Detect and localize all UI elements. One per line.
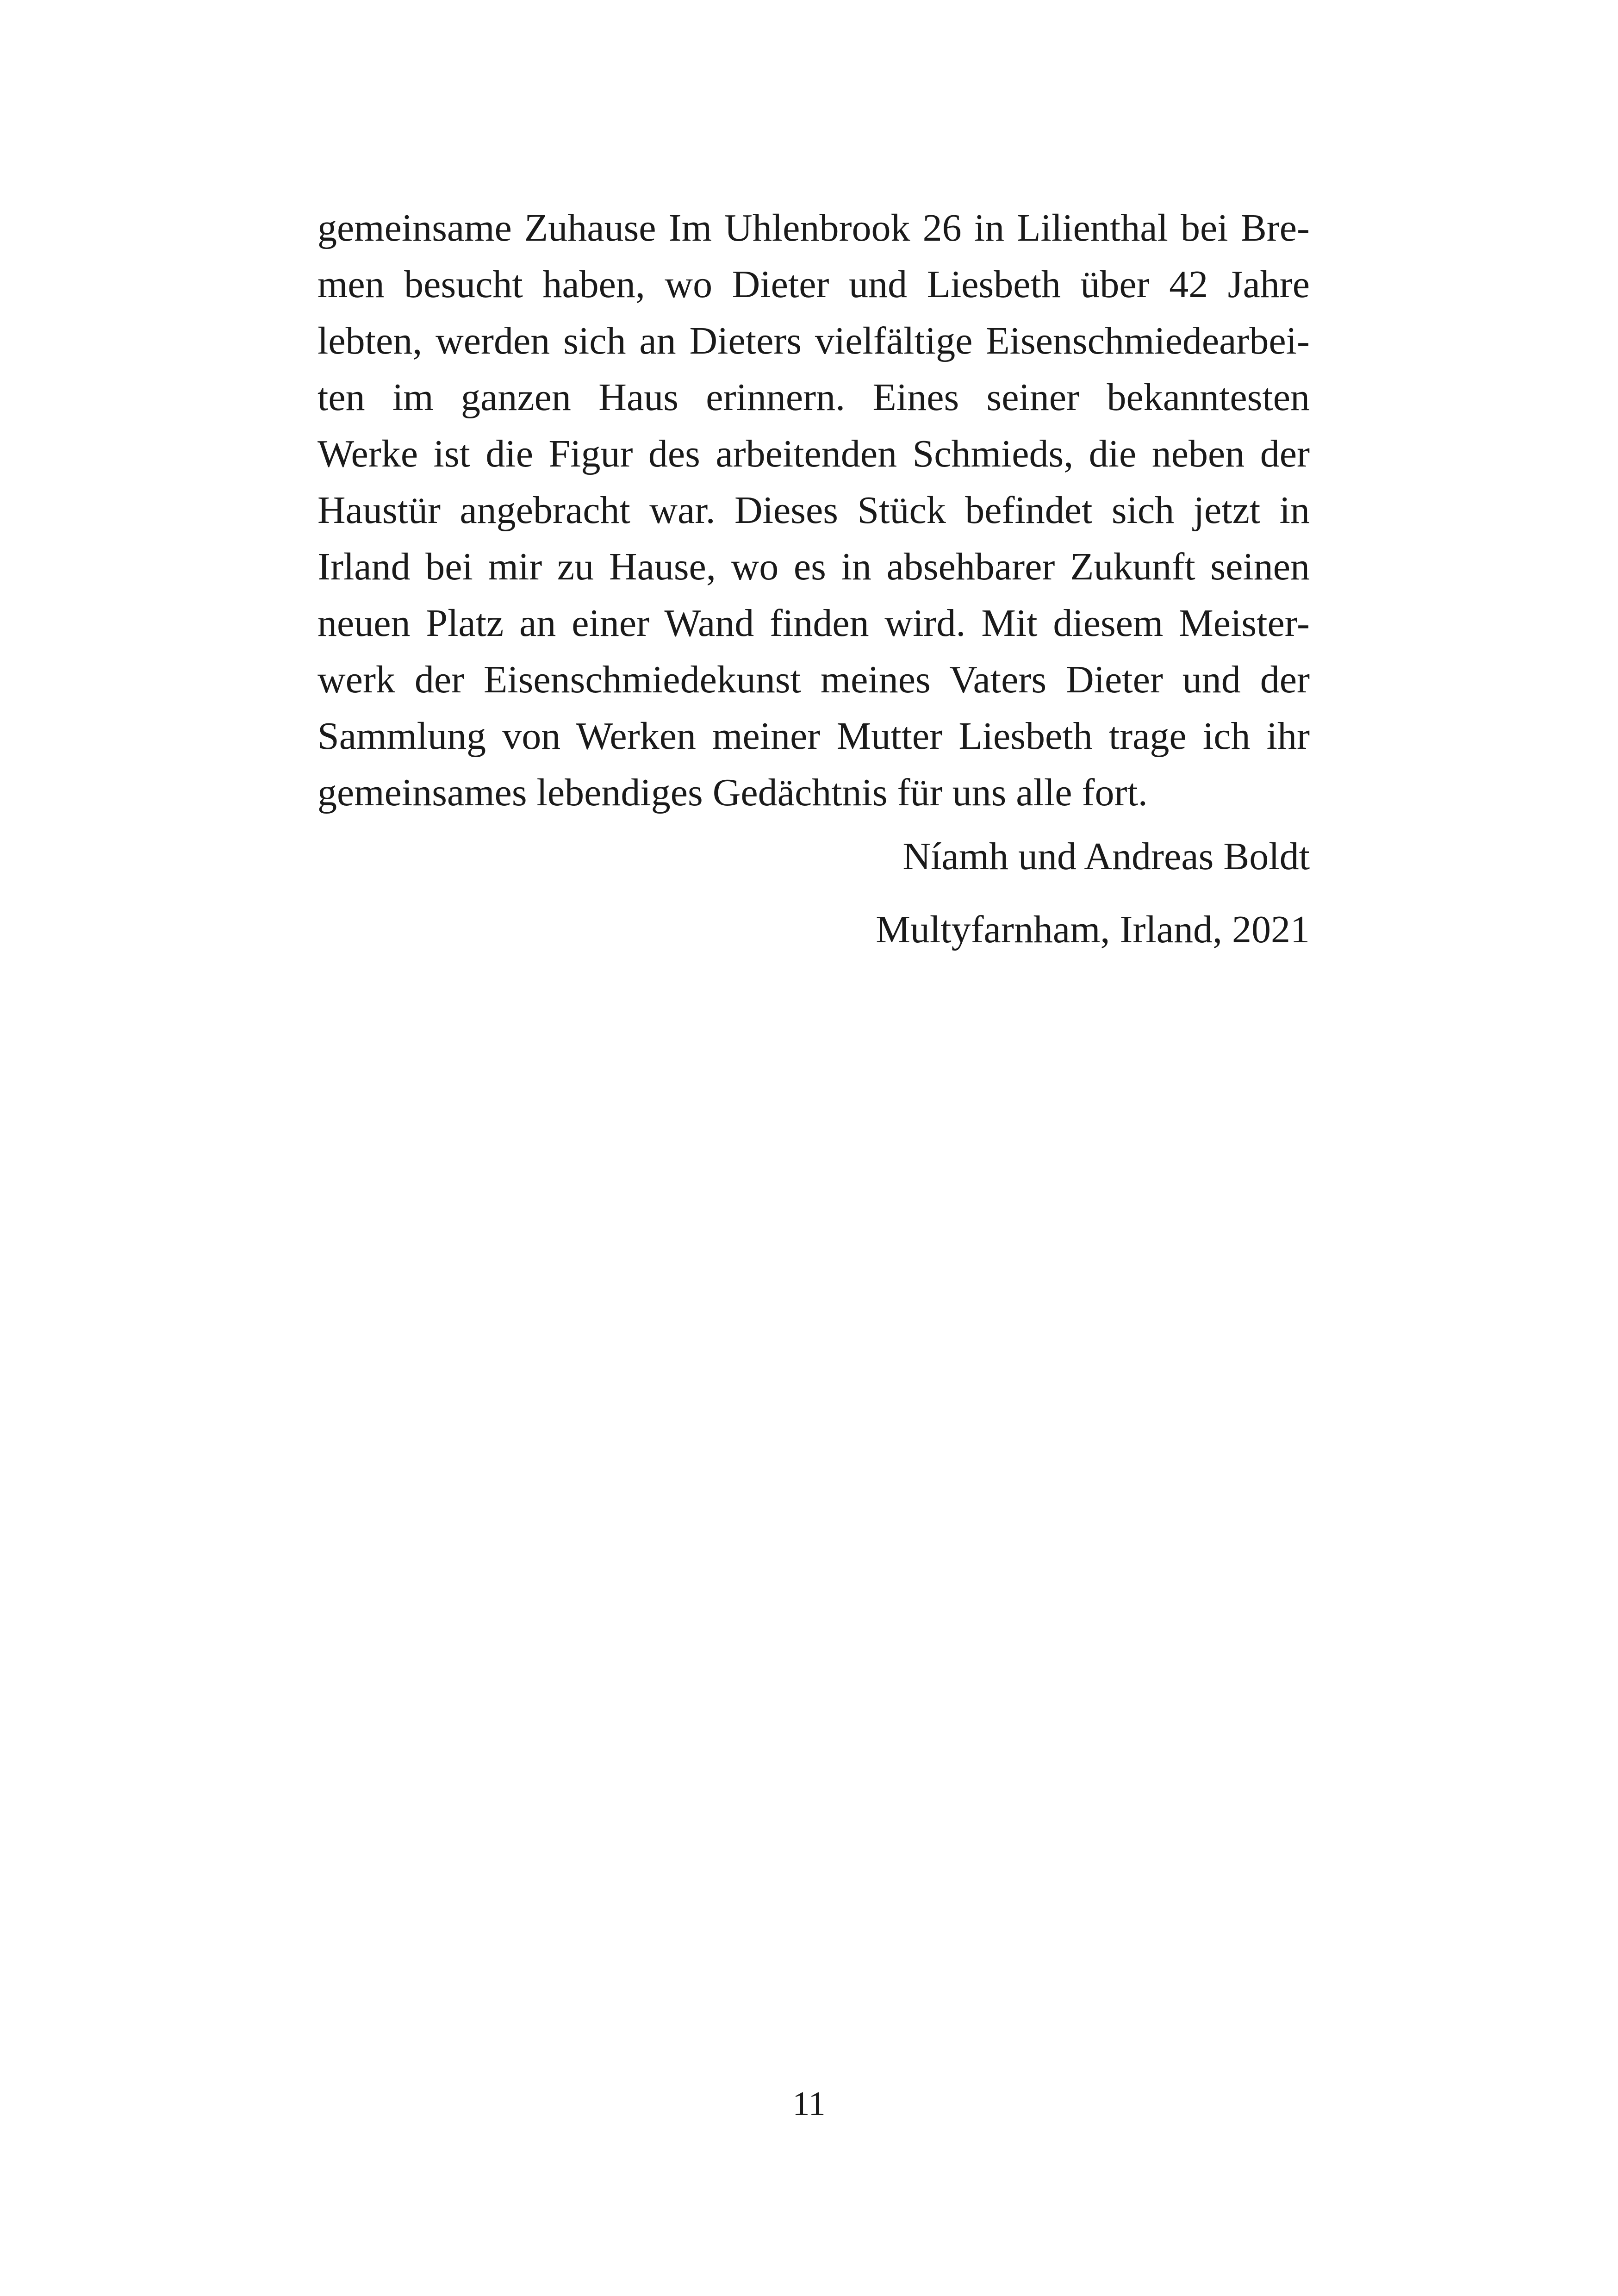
paragraph-line: Haustür angebracht war. Dieses Stück befindet sich jetzt in	[317, 489, 1310, 532]
paragraph-line: neuen Platz an einer Wand finden wird. Mit diesem Meister-	[317, 602, 1310, 645]
paragraph-line: gemeinsame Zuhause Im Uhlenbrook 26 in Lilienthal bei Bre-	[317, 206, 1310, 249]
paragraph-line: Sammlung von Werken meiner Mutter Liesbeth trage ich ihr	[317, 715, 1310, 758]
signature-names: Níamh und Andreas Boldt	[902, 835, 1310, 878]
paragraph-line: ten im ganzen Haus erinnern. Eines seiner bekanntesten	[317, 376, 1310, 419]
body-paragraph	[317, 200, 1310, 821]
paragraph-line: gemeinsames lebendiges Gedächtnis für uns alle fort.	[317, 771, 1148, 814]
page-number: 11	[792, 2085, 826, 2123]
paragraph-line: Irland bei mir zu Hause, wo es in absehbarer Zukunft seinen	[317, 545, 1310, 588]
paragraph-line: werk der Eisenschmiedekunst meines Vaters Dieter und der	[317, 658, 1310, 701]
paragraph-line: men besucht haben, wo Dieter und Liesbeth über 42 Jahre	[317, 263, 1310, 306]
signature-place-date: Multyfarnham, Irland, 2021	[876, 908, 1310, 951]
paragraph-line: Werke ist die Figur des arbeitenden Schmieds, die neben der	[317, 432, 1310, 475]
paragraph-line: lebten, werden sich an Dieters vielfältige Eisenschmiedearbei-	[317, 319, 1310, 362]
